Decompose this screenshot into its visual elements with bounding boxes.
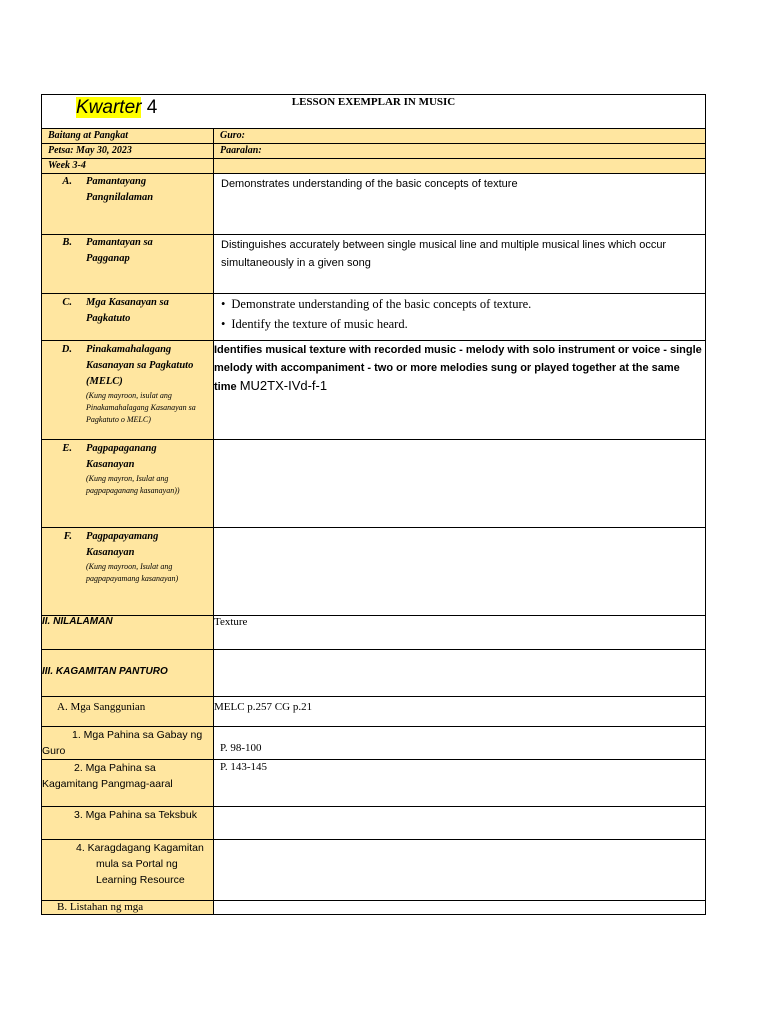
paaralan-label: Paaralan:	[214, 144, 706, 159]
row-e-label: Pagpapaganang Kasanayan	[86, 443, 157, 470]
teksbuk-value	[214, 807, 706, 840]
row-f-letter: F.	[63, 531, 72, 542]
teksbuk-label: 3. Mga Pahina sa Teksbuk	[42, 807, 214, 840]
row-c-bullet-1: • Demonstrate understanding of the basic concepts of texture.	[221, 294, 705, 314]
row-f-note: (Kung mayroon, Isulat ang pagpapayamang kasanayan)	[86, 562, 179, 583]
nilalaman-value: Texture	[214, 616, 706, 650]
row-c-content	[214, 294, 706, 341]
listahan-label: B. Listahan ng mga	[42, 901, 214, 915]
karagdagang-value	[214, 840, 706, 901]
row-a-label-cell	[42, 174, 214, 235]
week-label: Week 3-4	[42, 159, 214, 174]
kwarter-number: 4	[146, 97, 158, 118]
document-title: LESSON EXEMPLAR IN MUSIC	[291, 96, 456, 108]
row-b-label: Pamantayan sa Pagganap	[86, 237, 153, 264]
pahina-mag-value: P. 143-145	[214, 760, 706, 807]
row-f-label-cell	[42, 528, 214, 616]
petsa-label: Petsa: May 30, 2023	[42, 144, 214, 159]
row-d-code: MU2TX-IVd-f-1	[239, 378, 328, 393]
row-b-content: Distinguishes accurately between single musical line and multiple musical lines which occur simultaneously in a given song	[214, 235, 706, 294]
row-b-letter: B.	[62, 237, 72, 248]
title-row	[42, 95, 706, 129]
row-e-letter: E.	[62, 443, 72, 454]
pahina-guro-value: P. 98-100	[214, 727, 706, 760]
row-d-content	[214, 341, 706, 440]
row-d-label: Pinakamahalagang Kasanayan sa Pagkatuto (MELC)	[86, 344, 194, 387]
row-d-label-cell	[42, 341, 214, 440]
listahan-value	[214, 901, 706, 915]
row-a-content: Demonstrates understanding of the basic concepts of texture	[214, 174, 706, 235]
week-empty-cell	[214, 159, 706, 174]
row-d-note: (Kung mayroon, isulat ang Pinakamahalagang Kasanayan sa Pagkatuto o MELC)	[86, 391, 196, 424]
kwarter-word: Kwarter	[76, 97, 142, 118]
row-c-letter: C.	[62, 297, 72, 308]
baitang-label: Baitang at Pangkat	[42, 129, 214, 144]
row-a-letter: A.	[62, 176, 72, 187]
row-e-label-cell	[42, 440, 214, 528]
kagamitan-value	[214, 650, 706, 697]
row-f-label: Pagpapayamang Kasanayan	[86, 531, 159, 558]
sanggunian-value: MELC p.257 CG p.21	[214, 697, 706, 727]
row-e-content	[214, 440, 706, 528]
row-d-letter: D.	[61, 344, 72, 355]
row-e-note: (Kung mayron, Isulat ang pagpapaganang kasanayan))	[86, 474, 180, 495]
pahina-mag-label: 2. Mga Pahina sa Kagamitang Pangmag-aaral	[42, 760, 214, 807]
sanggunian-label: A. Mga Sanggunian	[42, 697, 214, 727]
kagamitan-label: III. KAGAMITAN PANTURO	[42, 650, 214, 697]
lesson-exemplar-table	[41, 94, 706, 915]
guro-label: Guro:	[214, 129, 706, 144]
row-a-label: Pamantayang Pangnilalaman	[86, 176, 154, 203]
row-c-label: Mga Kasanayan sa Pagkatuto	[86, 297, 169, 324]
karagdagang-label: 4. Karagdagang Kagamitan mula sa Portal ng Learning Resource	[42, 840, 214, 901]
pahina-guro-label: 1. Mga Pahina sa Gabay ng Guro	[42, 727, 214, 760]
row-d-text: Identifies musical texture with recorded music - melody with solo instrument or voice - single melody with accompaniment - two or more melodies sung or played together at the same time	[214, 344, 702, 393]
row-c-label-cell	[42, 294, 214, 341]
row-c-bullet-2: • Identify the texture of music heard.	[221, 314, 705, 334]
row-f-content	[214, 528, 706, 616]
nilalaman-label: II. NILALAMAN	[42, 616, 214, 650]
row-b-label-cell	[42, 235, 214, 294]
